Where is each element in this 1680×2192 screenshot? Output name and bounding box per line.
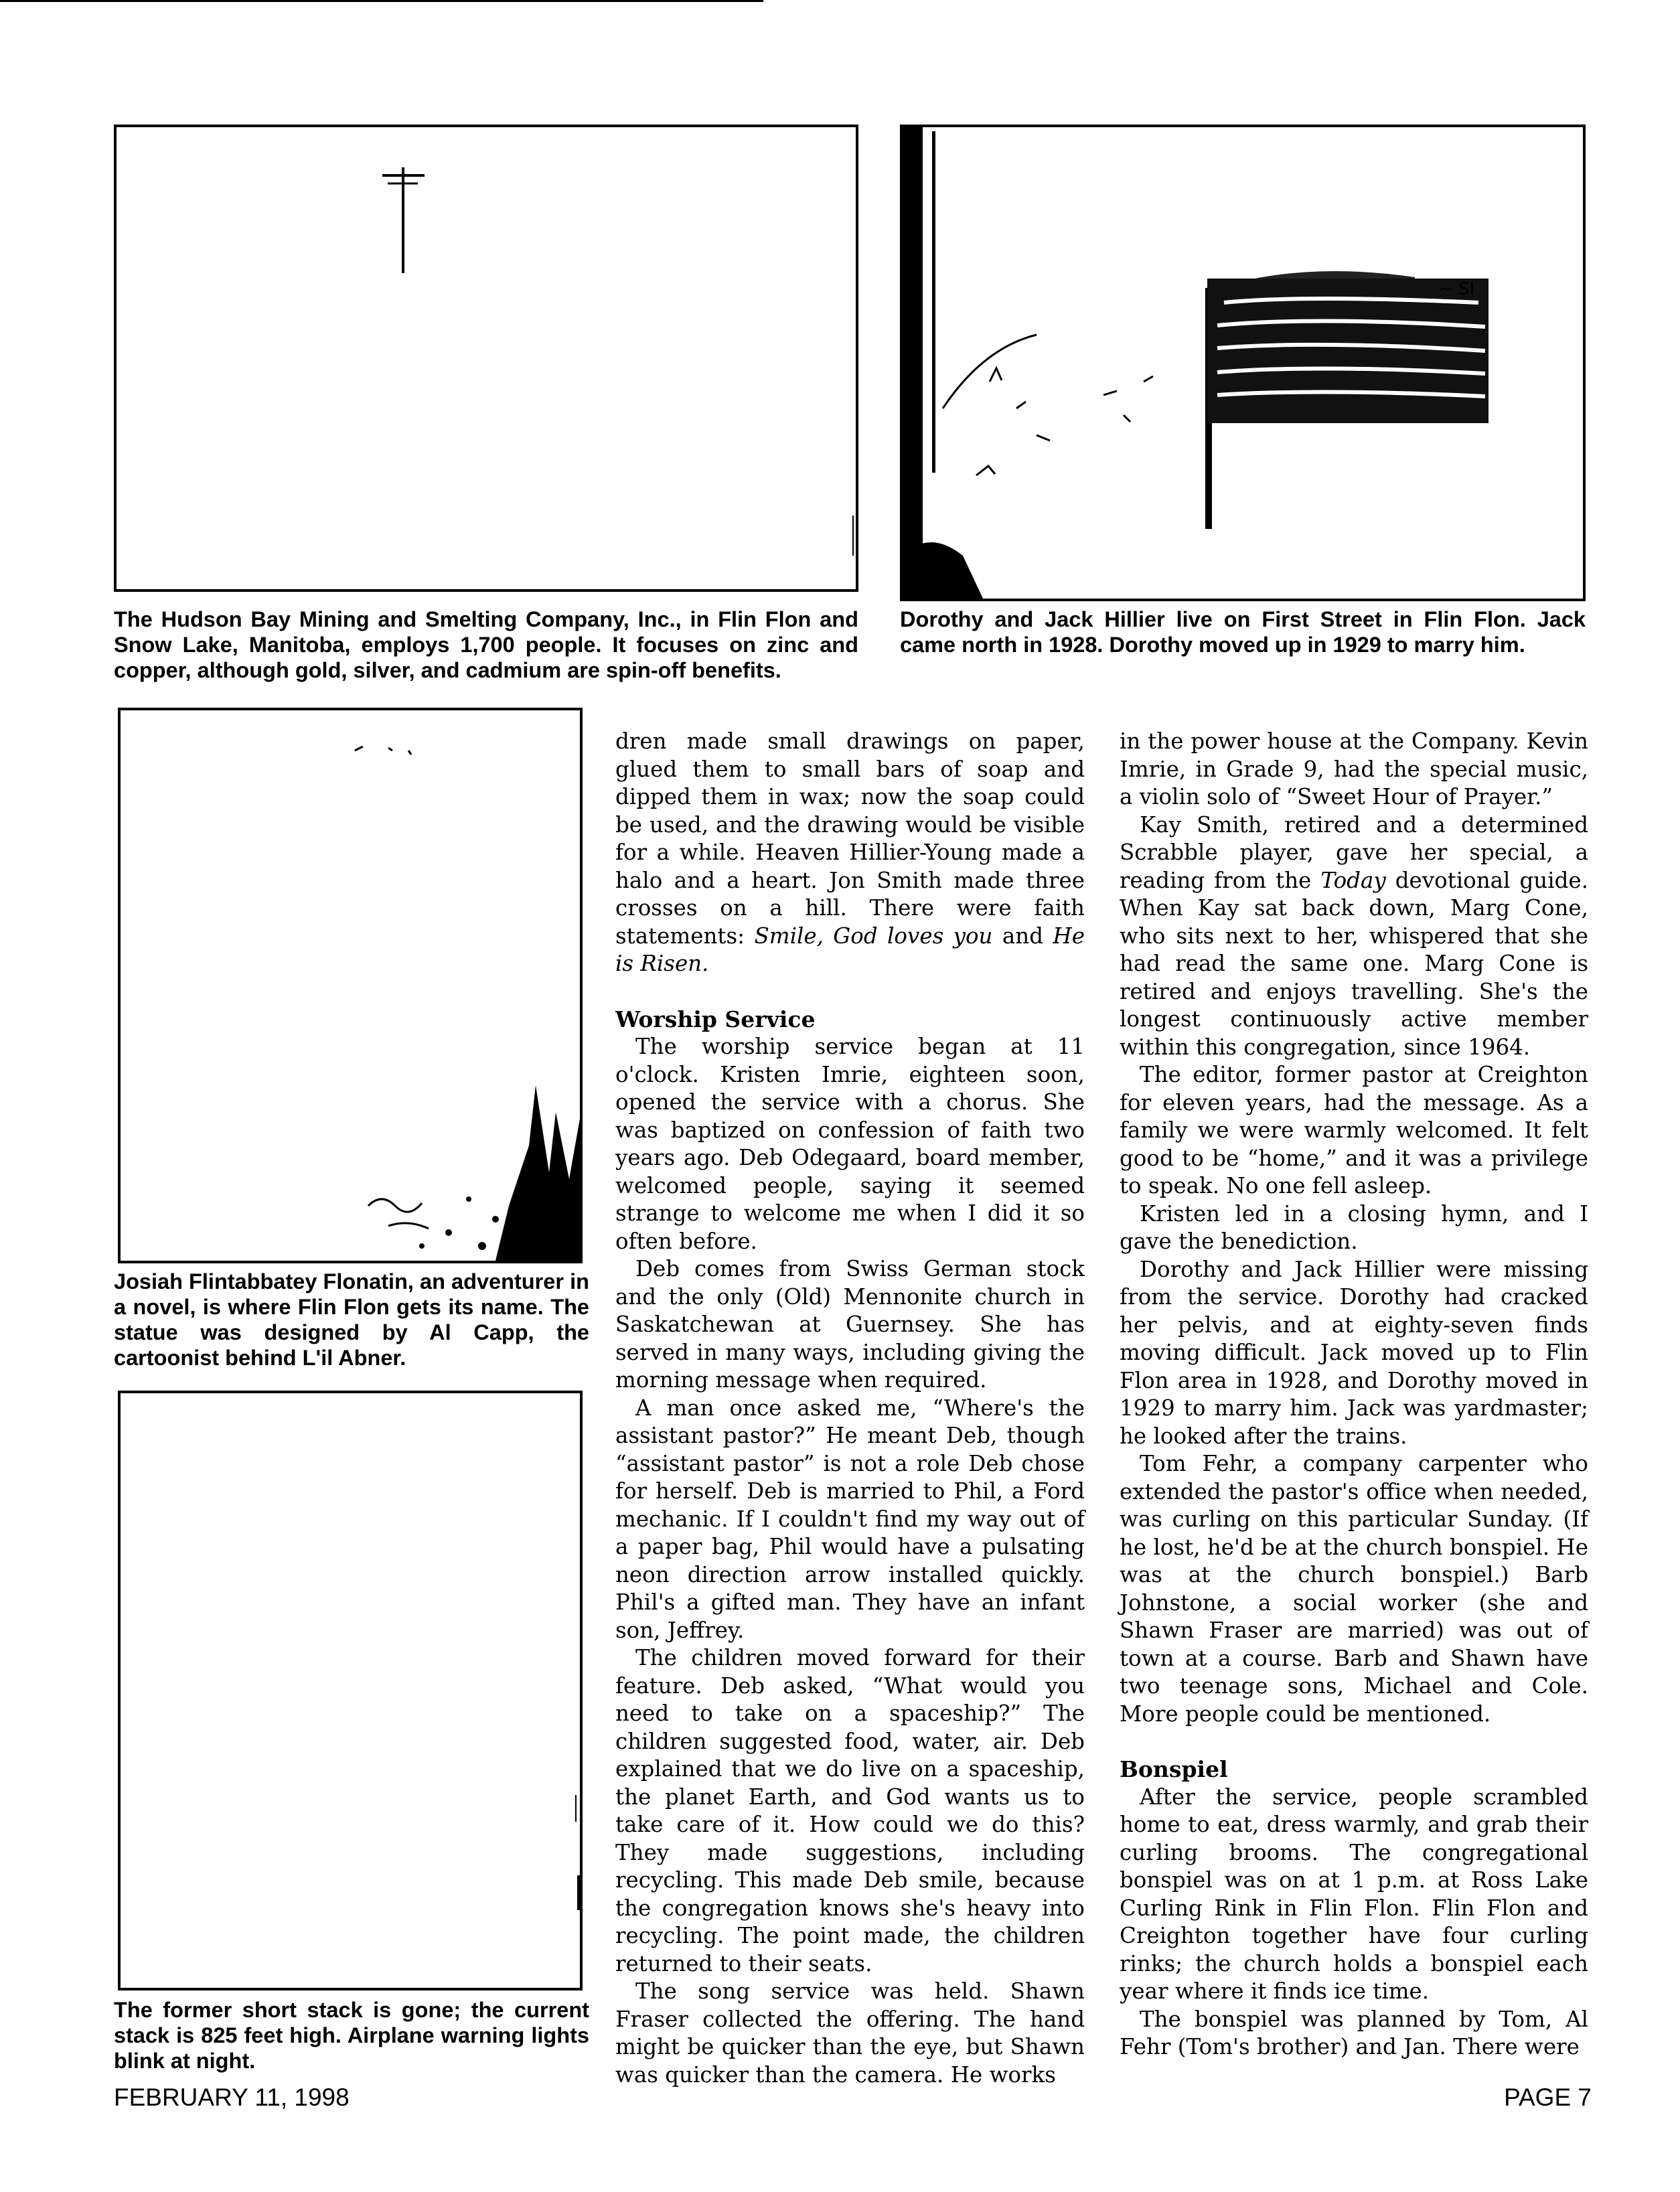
heading-worship-service: Worship Service — [615, 1006, 816, 1032]
paragraph-power-house: in the power house at the Company. Kevin Imrie, in Grade 9, had the special music, a violin solo of “Sweet Hour of Prayer.” — [1120, 728, 1588, 809]
utility-pole-graphic — [117, 127, 856, 589]
footer-date: FEBRUARY 11, 1998 — [114, 2084, 350, 2111]
caption-stack: The former short stack is gone; the current stack is 825 feet high. Airplane warning lights blink at night. — [114, 1998, 589, 2073]
photo-mining — [114, 125, 858, 592]
paragraph-soap-drawings: dren made small drawings on paper, glued them to small bars of soap and dipped them in wax; now the soap could be used, and the drawing would be visible for a while. Heaven Hillier-Young made a halo and a heart. Jon Smith made three crosses on a hill. There were faith statements: Smile, God loves you and He is Risen. — [615, 728, 1085, 976]
paragraph-bonspiel-intro: After the service, people scrambled home to eat, dress warmly, and grab their curling brooms. The congregational bonspiel was on at 1 p.m. at Ross Lake Curling Rink in Flin Flon. Flin Flon and Creighton together have four curling rinks; the church holds a bonspiel each year where it finds ice time. — [1120, 1784, 1588, 2004]
paragraph-tom-fehr: Tom Fehr, a company carpenter who extended the pastor's office when needed, was curling on this particular Sunday. (If he lost, he'd be at the church bonspiel. He was at the church bonspiel.) Barb Johnstone, a social worker (she and Shawn Fraser are married) was out of town at a course. Barb and Shawn have two teenage sons, Michael and Cole. More people could be mentioned. — [1120, 1451, 1588, 1727]
photo-stack — [118, 1391, 583, 1990]
paragraph-benediction: Kristen led in a closing hymn, and I gave the benediction. — [1120, 1200, 1588, 1254]
stack-photo-graphic — [121, 1393, 580, 1988]
caption-hilliers: Dorothy and Jack Hillier live on First Street in Flin Flon. Jack came north in 1928. Dorothy moved up in 1929 to marry him. — [900, 607, 1586, 657]
caption-mining: The Hudson Bay Mining and Smelting Company, Inc., in Flin Flon and Snow Lake, Manitoba, employs 1,700 people. It focuses on zinc and copper, although gold, silver, and cadmium are spin-off benefits. — [114, 607, 858, 682]
article-column-3 — [1120, 728, 1588, 2061]
paragraph-assistant-pastor: A man once asked me, “Where's the assistant pastor?” He meant Deb, though “assistant pastor” is not a role Deb chose for herself. Deb is married to Phil, a Ford mechanic. If I couldn't find my way out of a paper bag, Phil would have a pulsating neon direction arrow installed quickly. Phil's a gifted man. They have an infant son, Jeffrey. — [615, 1395, 1085, 1643]
footer-page-number: PAGE 7 — [1504, 2084, 1592, 2111]
paragraph-bonspiel-planned: The bonspiel was planned by Tom, Al Fehr (Tom's brother) and Jan. There were — [1120, 2006, 1588, 2059]
heading-bonspiel: Bonspiel — [1120, 1756, 1228, 1782]
paragraph-song-service: The song service was held. Shawn Fraser collected the offering. The hand might be quicker than the eye, but Shawn was quicker than the camera. He works — [615, 1978, 1085, 2088]
paragraph-children-feature: The children moved forward for their feature. Deb asked, “What would you need to take on a spaceship?” The children suggested food, water, air. Deb explained that we do live on a spaceship, the planet Earth, and God wants us to take care of it. How could we do this? They made suggestions, including recycling. This made Deb smile, because the congregation knows she's heavy into recycling. The point made, the children returned to their seats. — [615, 1645, 1085, 1976]
article-column-2 — [615, 728, 1085, 2089]
statue-photo-graphic — [121, 710, 580, 1261]
photo-statue — [118, 708, 583, 1263]
caption-statue: Josiah Flintabbatey Flonatin, an adventurer in a novel, is where Flin Flon gets its name. The statue was designed by Al Capp, the cartoonist behind L'il Abner. — [114, 1269, 589, 1370]
photo-hilliers — [900, 125, 1586, 601]
hilliers-photo-graphic — [903, 127, 1583, 599]
paragraph-worship-began: The worship service began at 11 o'clock. Kristen Imrie, eighteen soon, opened the service with a chorus. She was baptized on confession of faith two years ago. Deb Odegaard, board member, welcomed people, saying it seemed strange to welcome me when I did it so often before. — [615, 1034, 1085, 1254]
paragraph-hilliers: Dorothy and Jack Hillier were missing from the service. Dorothy had cracked her pelvis, and at eighty-seven finds moving difficult. Jack moved up to Flin Flon area in 1928, and Dorothy moved in 1929 to marry him. Jack was yardmaster; he looked after the trains. — [1120, 1256, 1588, 1449]
paragraph-editor: The editor, former pastor at Creighton for eleven years, had the message. As a family we were warmly welcomed. It felt good to be “home,” and it was a privilege to speak. No one fell asleep. — [1120, 1062, 1588, 1198]
top-rule — [0, 0, 763, 2]
paragraph-deb-background: Deb comes from Swiss German stock and the only (Old) Mennonite church in Saskatchewan at Guernsey. She has served in many ways, including giving the morning message when required. — [615, 1256, 1085, 1393]
svg-text:~ SI: ~ SI — [1438, 279, 1475, 299]
paragraph-kay-smith: Kay Smith, retired and a determined Scrabble player, gave her special, a reading from the Today devotional guide. When Kay sat back down, Marg Cone, who sits next to her, whispered that she had read the same one. Marg Cone is retired and enjoys travelling. She's the longest continuously active member within this congregation, since 1964. — [1120, 811, 1588, 1060]
